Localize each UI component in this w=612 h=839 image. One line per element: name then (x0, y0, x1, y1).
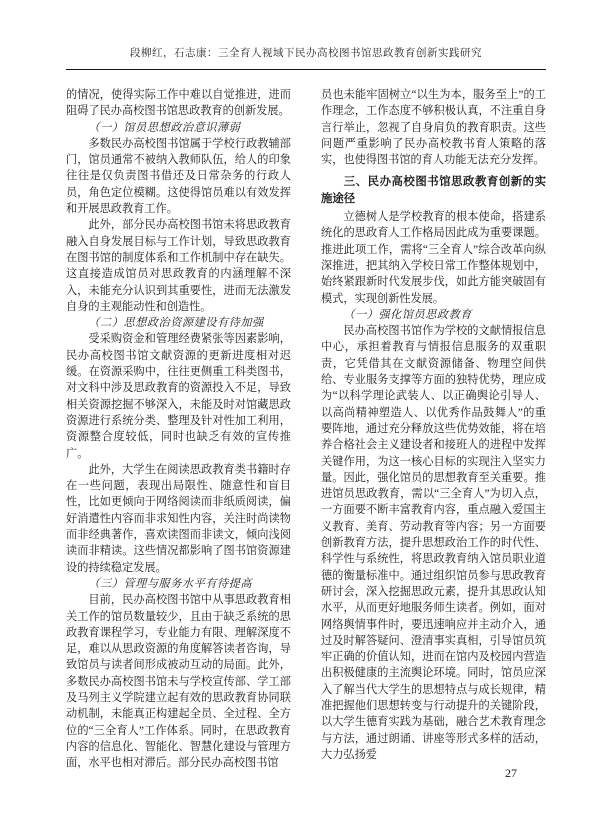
paragraph: 民办高校图书馆作为学校的文献情报信息中心，承担着教育与情报信息服务的双重职责，它凭借其在文献资源储备、物理空间供给、专业服务支撑等方面的独特优势，理应成为“以科学理论武装人、以正确舆论引导人、以高尚精神塑造人、以优秀作品鼓舞人”的重要阵地，通过充分释放这些优势效能，将在培养合格社会主义建设者和接班人的进程中发挥关键作用，为这一核心目标的实现注入坚实力量。因此，强化馆员的思想教育至关重要。推进馆员思政教育，需以“三全育人”为切入点，一方面要不断丰富教育内容，重点融入爱国主义教育、美育、劳动教育等内容；另一方面要创新教育方法，提升思想政治工作的时代性、科学性与系统性，将思政教育纳入馆员职业道德的衡量标准中。通过组织馆员参与思政教育研讨会，深入挖掘思政元素，提升其思政认知水平，从而更好地服务师生读者。例如，面对网络舆情事件时，要迅速响应并主动介入，通过及时解答疑问、澄清事实真相，引导馆员筑牢正确的价值认知，进而在馆内及校园内营造出积极健康的主流舆论环境。同时，馆员应深入了解当代大学生的思想特点与成长规律，精准把握他们思想转变与行动提升的关键阶段，以大学生德育实践为基础，融合艺术教育理念与方法，通过朗诵、讲座等形式多样的活动，大力弘扬爱 (321, 325, 546, 761)
left-column (66, 87, 291, 771)
page-number: 27 (505, 766, 517, 780)
section-subheading: （一）馆员思想政治意识薄弱 (88, 121, 241, 134)
paragraph: 员也未能牢固树立“以生为本，服务至上”的工作理念，工作态度不够积极认真，不注重自身言行举止，忽视了自身肩负的教育职责。这些问题严重影响了民办高校教书育人策略的落实，也使得图书馆的育人功能无法充分发挥。 (321, 89, 546, 167)
paragraph: 的情况，使得实际工作中难以自觉推进，进而阻碍了民办高校图书馆思政教育的创新发展。 (66, 89, 291, 118)
running-header: 段柳红，石志康：三全育人视域下民办高校图书馆思政教育创新实践研究 (130, 48, 482, 59)
paragraph: 此外，部分民办高校图书馆未将思政教育融入自身发展目标与工作计划，导致思政教育在图书馆的制度体系和工作机制中存在缺失。这直接造成馆员对思政教育的内涵理解不深入，未能充分认识到其重要性，进而无法激发自身的主观能动性和创造性。 (66, 219, 291, 313)
text-columns (66, 87, 546, 771)
paragraph: 目前，民办高校图书馆中从事思政教育相关工作的馆员数量较少，且由于缺乏系统的思政教育课程学习，专业能力有限、理解深度不足，难以从思政资源的角度解答读者咨询，导致馆员与读者间形成被动互动的局面。此外，多数民办高校图书馆未与学校宣传部、学工部及马列主义学院建立起有效的思政教育协同联动机制，未能真正构建起全员、全过程、全方位的“三全育人”工作体系。同时，在思政教育内容的信息化、智能化、智慧化建设与管理方面，水平也相对滞后。部分民办高校图书馆 (66, 594, 291, 770)
paragraph: 多数民办高校图书馆属于学校行政教辅部门，馆员通常不被纳入教师队伍，给人的印象往往是仅负责图书借还及日常杂务的行政人员，角色定位模糊。这使得馆员难以有效发挥和开展思政教育工作。 (66, 137, 291, 216)
paragraph: 此外，大学生在阅读思政教育类书籍时存在一些问题，表现出局限性、随意性和盲目性，比如更倾向于网络阅读而非纸质阅读，偏好消遣性内容而非求知性内容，关注时尚读物而非经典著作，喜欢读图而非读文，倾向浅阅读而非精读。这些情况都影响了图书馆资源建设的持续稳定发展。 (66, 463, 291, 574)
paragraph: 受采购资金和管理经费紧张等因素影响，民办高校图书馆文献资源的更新进度相对迟缓。在资源采购中，往往更侧重工科类图书，对文科中涉及思政教育的资源投入不足，导致相关资源挖掘不够深入，未能及时对馆藏思政资源进行系统分类、整理及针对性加工利用，资源整合度较低，同时也缺乏有效的宣传推广。 (66, 333, 291, 460)
right-column (321, 87, 546, 771)
section-subheading: （一）强化馆员思政教育 (343, 308, 472, 321)
header-rule (66, 69, 546, 70)
paragraph: 立德树人是学校教育的根本使命，搭建系统化的思政育人工作格局因此成为重要课题。推进此项工作，需将“三全育人”综合改革向纵深推进，把其纳入学校日常工作整体规划中，始终紧跟新时代发展步伐，如此方能突破固有模式，实现创新性发展。 (321, 211, 546, 305)
section-subheading: （三）管理与服务水平有待提高 (88, 577, 253, 590)
section-heading: 三、民办高校图书馆思政教育创新的实施途径 (321, 176, 546, 205)
section-subheading: （二）思想政治资源建设有待加强 (88, 317, 264, 330)
